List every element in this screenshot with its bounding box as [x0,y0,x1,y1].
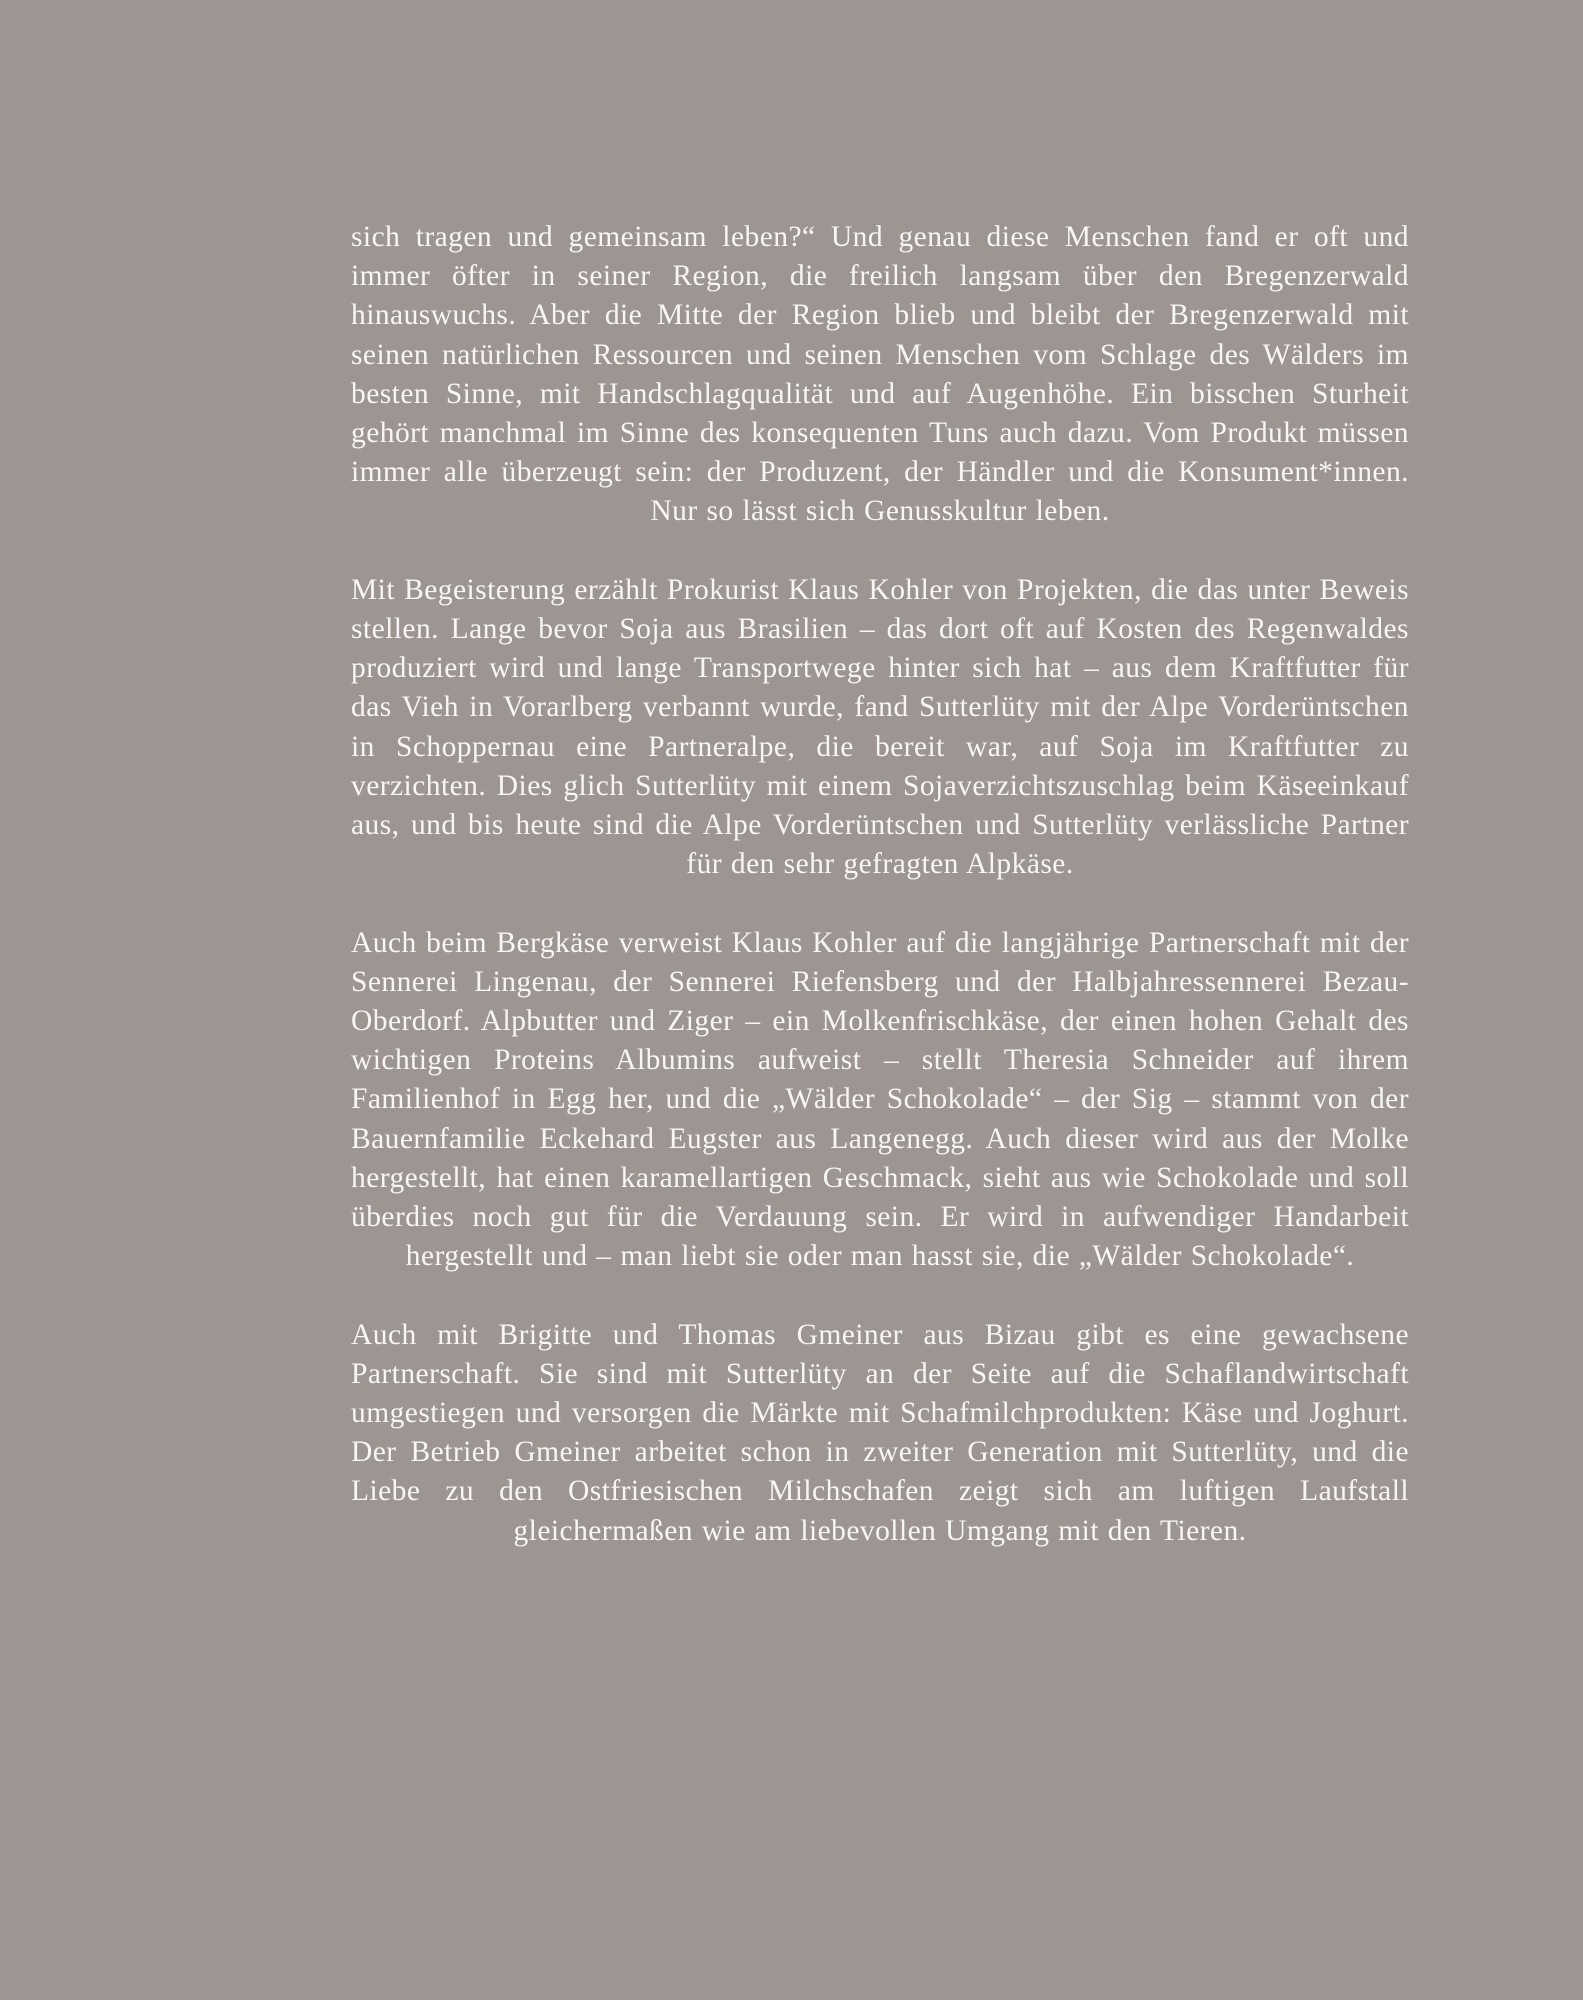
paragraph-1: sich tragen und gemeinsam leben?“ Und genau diese Menschen fand er oft und immer öfter in seiner Region, die freilich langsam über den Bregenzerwald hinauswuchs. Aber die Mitte der Region blieb und bleibt der Bregenzerwald mit seinen natürlichen Ressourcen und seinen Menschen vom Schlage des Wälders im besten Sinne, mit Handschlagqualität und auf Augenhöhe. Ein bisschen Sturheit gehört manchmal im Sinne des konsequenten Tuns auch dazu. Vom Produkt müssen immer alle überzeugt sein: der Produzent, der Händler und die Konsument*innen. Nur so lässt sich Genusskultur leben. [351,221,1409,528]
body-text-column [351,218,1409,1551]
paragraph-3: Auch beim Bergkäse verweist Klaus Kohler auf die langjährige Partnerschaft mit der Sennerei Lingenau, der Sennerei Riefensberg und der Halbjahressennerei Bezau-Oberdorf. Alpbutter und Ziger – ein Molkenfrischkäse, der einen hohen Gehalt des wichtigen Proteins Albumins aufweist – stellt Theresia Schneider auf ihrem Familienhof in Egg her, und die „Wälder Schokolade“ – der Sig – stammt von der Bauernfamilie Eckehard Eugster aus Langenegg. Auch dieser wird aus der Molke hergestellt, hat einen karamellartigen Geschmack, sieht aus wie Schokolade und soll überdies noch gut für die Verdauung sein. Er wird in aufwendiger Handarbeit hergestellt und – man liebt sie oder man hasst sie, die „Wälder Schokolade“. [351,926,1409,1273]
paragraph-4: Auch mit Brigitte und Thomas Gmeiner aus Bizau gibt es eine gewachsene Partnerschaft. Sie sind mit Sutterlüty an der Seite auf die Schaflandwirtschaft umgestiegen und versorgen die Märkte mit Schafmilchprodukten: Käse und Joghurt. Der Betrieb Gmeiner arbeitet schon in zweiter Generation mit Sutterlüty, und die Liebe zu den Ostfriesischen Milchschafen zeigt sich am luftigen Laufstall gleichermaßen wie am liebevollen Umgang mit den Tieren. [351,1318,1409,1547]
paragraph-2: Mit Begeisterung erzählt Prokurist Klaus Kohler von Projekten, die das unter Beweis stellen. Lange bevor Soja aus Brasilien – das dort oft auf Kosten des Regenwaldes produziert wird und lange Transportwege hinter sich hat – aus dem Kraftfutter für das Vieh in Vorarlberg verbannt wurde, fand Sutterlüty mit der Alpe Vorderüntschen in Schoppernau eine Partneralpe, die bereit war, auf Soja im Kraftfutter zu verzichten. Dies glich Sutterlüty mit einem Sojaverzichtszuschlag beim Käseeinkauf aus, und bis heute sind die Alpe Vorderüntschen und Sutterlüty verlässliche Partner für den sehr gefragten Alpkäse. [351,573,1409,881]
